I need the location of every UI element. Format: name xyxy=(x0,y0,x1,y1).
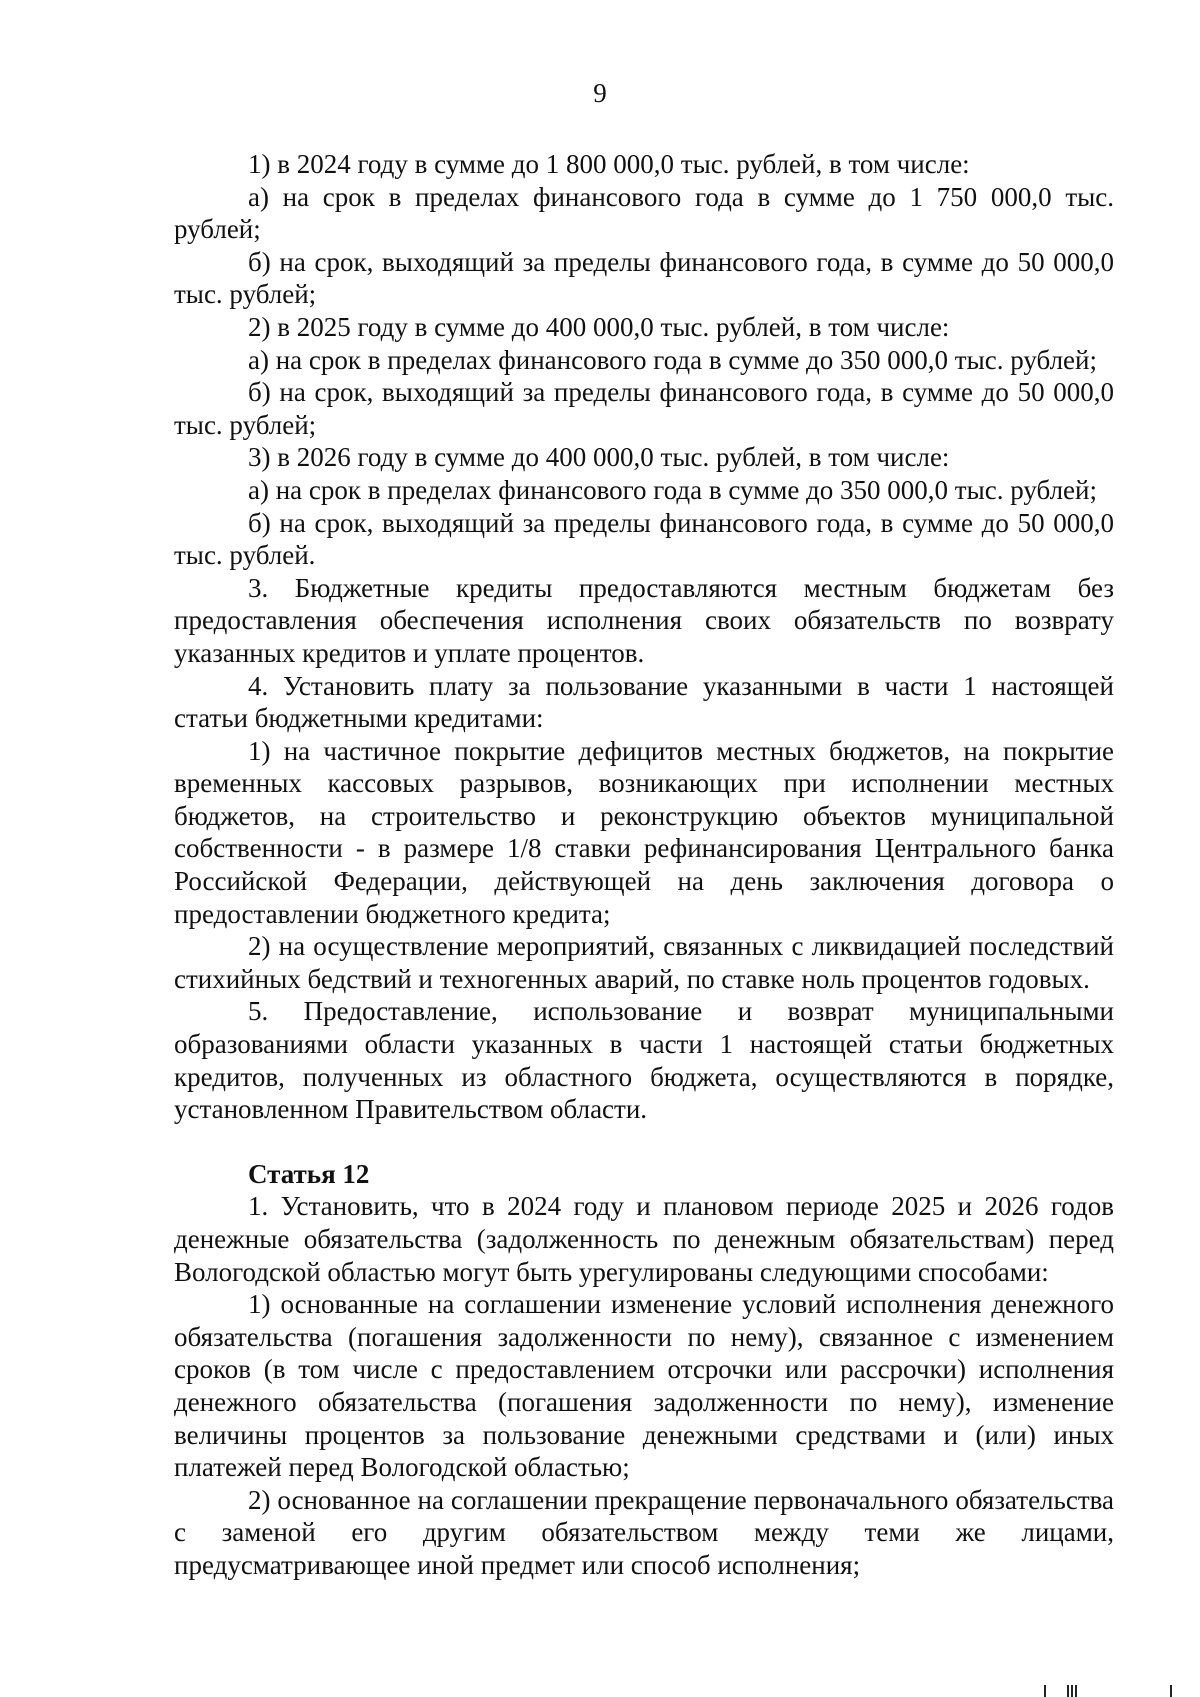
paragraph: 3. Бюджетные кредиты предоставляются местным бюджетам без предоставления обеспечения исполнения своих обязательств по возврату указанных кредитов и уплате процентов. xyxy=(174,572,1114,668)
paragraph: 3) в 2026 году в сумме до 400 000,0 тыс. рублей, в том числе: xyxy=(248,442,950,473)
paragraph: 1. Установить, что в 2024 году и плановом периоде 2025 и 2026 годов денежные обязательства (задолженность по денежным обязательствам) перед Вологодской областью могут быть урегулированы следующими способами: xyxy=(174,1191,1114,1287)
paragraph: 2) основанное на соглашении прекращение первоначального обязательства с заменой его другим обязательством между теми же лицами, предусматривающее иной предмет или способ исполнения; xyxy=(174,1484,1114,1580)
paragraph: 2) на осуществление мероприятий, связанных с ликвидацией последствий стихийных бедствий и техногенных аварий, по ставке ноль процентов годовых. xyxy=(174,931,1114,994)
document-body xyxy=(174,148,1114,1582)
paragraph: б) на срок, выходящий за пределы финансового года, в сумме до 50 000,0 тыс. рублей. xyxy=(174,507,1114,571)
paragraph: а) на срок в пределах финансового года в сумме до 350 000,0 тыс. рублей; xyxy=(248,474,1097,505)
page-number: 9 xyxy=(593,78,607,108)
paragraph: 2) в 2025 году в сумме до 400 000,0 тыс. рублей, в том числе: xyxy=(248,311,950,342)
scan-artifact xyxy=(1075,1685,1077,1697)
scan-artifact xyxy=(1044,1685,1046,1697)
scan-artifact xyxy=(1067,1685,1069,1697)
paragraph: 1) в 2024 году в сумме до 1 800 000,0 тыс. рублей, в том числе: xyxy=(248,149,970,179)
paragraph: 4. Установить плату за пользование указанными в части 1 настоящей статьи бюджетными кредитами: xyxy=(174,670,1114,734)
section-spacer xyxy=(174,1126,1114,1158)
scan-artifact xyxy=(1170,1685,1172,1697)
paragraph: а) на срок в пределах финансового года в сумме до 350 000,0 тыс. рублей; xyxy=(248,344,1097,375)
paragraph: 1) основанные на соглашении изменение условий исполнения денежного обязательства (погашения задолженности по нему), связанное с изменением сроков (в том числе с предоставлением отсрочки или рассрочки) исполнения денежного обязательства (погашения задолженности по нему), изменение величины процентов за пользование денежными средствами и (или) иных платежей перед Вологодской областью; xyxy=(174,1289,1114,1483)
paragraph: а) на срок в пределах финансового года в сумме до 1 750 000,0 тыс. рублей; xyxy=(174,181,1114,245)
article-heading: Статья 12 xyxy=(248,1158,370,1189)
paragraph: 5. Предоставление, использование и возврат муниципальными образованиями области указанных в части 1 настоящей статьи бюджетных кредитов, полученных из областного бюджета, осуществляются в порядке, установленном Правительством области. xyxy=(174,996,1114,1125)
paragraph: 1) на частичное покрытие дефицитов местных бюджетов, на покрытие временных кассовых разрывов, возникающих при исполнении местных бюджетов, на строительство и реконструкцию объектов муниципальной собственности - в размере 1/8 ставки рефинансирования Центрального банка Российской Федерации, действующей на день заключения договора о предоставлении бюджетного кредита; xyxy=(174,735,1114,929)
paragraph: б) на срок, выходящий за пределы финансового года, в сумме до 50 000,0 тыс. рублей; xyxy=(174,377,1114,440)
paragraph: б) на срок, выходящий за пределы финансового года, в сумме до 50 000,0 тыс. рублей; xyxy=(174,246,1114,310)
scan-artifact xyxy=(1071,1685,1073,1697)
